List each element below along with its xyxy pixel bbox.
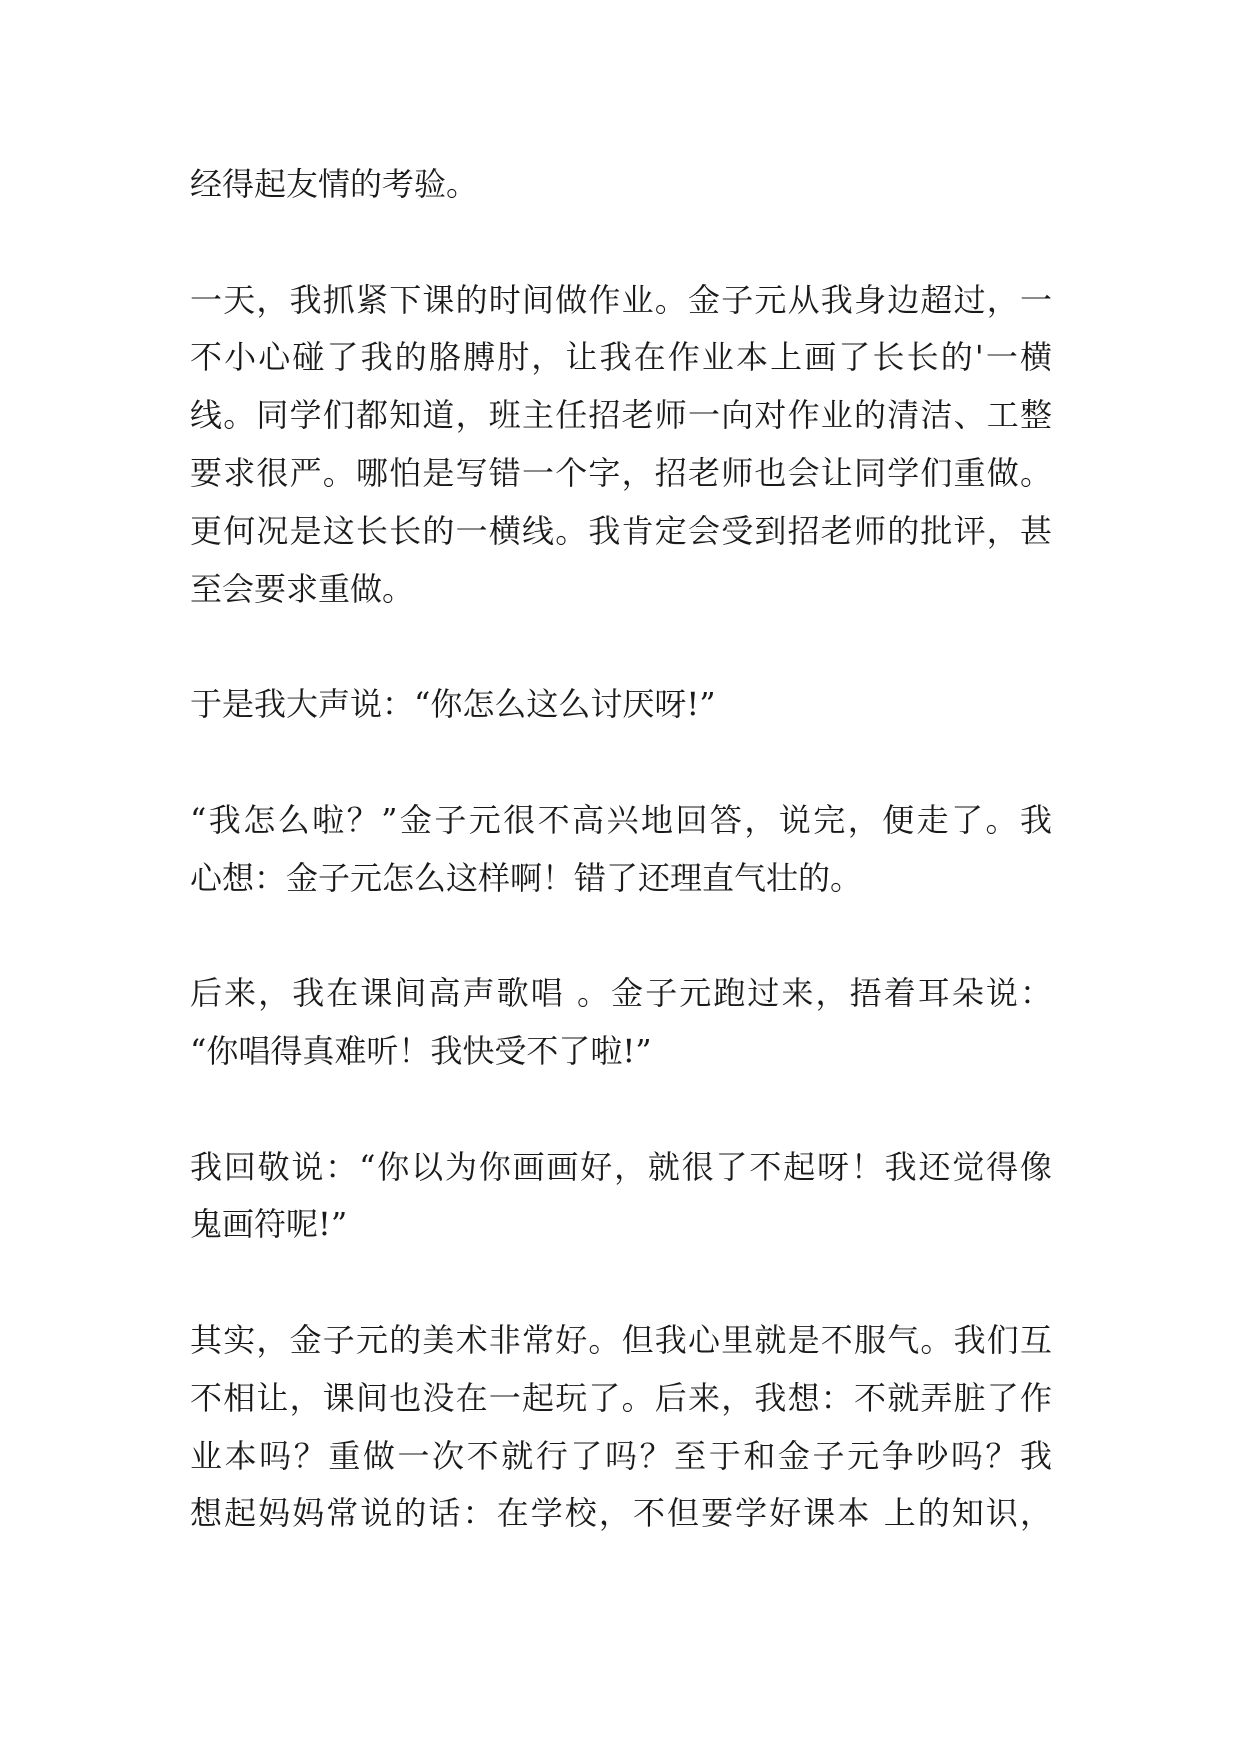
paragraph-gap	[190, 734, 1052, 792]
text-line: 业本吗？重做一次不就行了吗？至于和金子元争吵吗？我	[190, 1436, 1052, 1475]
paragraph-1	[190, 156, 1052, 214]
text-line: 鬼画符呢!”	[190, 1205, 348, 1244]
text-line: 更何况是这长长的一横线。我肯定会受到招老师的批评，甚	[190, 511, 1052, 550]
paragraph-7	[190, 1312, 1052, 1543]
document-body	[190, 156, 1052, 1543]
paragraph-2	[190, 272, 1052, 619]
paragraph-gap	[190, 1254, 1052, 1312]
text-line: 一天，我抓紧下课的时间做作业。金子元从我身边超过，一	[190, 280, 1052, 319]
paragraph-3	[190, 676, 1052, 734]
paragraph-gap	[190, 907, 1052, 965]
text-line: 后来，我在课间高声歌唱 。金子元跑过来，捂着耳朵说：	[190, 974, 1052, 1013]
paragraph-4	[190, 792, 1052, 908]
paragraph-5	[190, 965, 1052, 1081]
paragraph-gap	[190, 618, 1052, 676]
text-line: 其实，金子元的美术非常好。但我心里就是不服气。我们互	[190, 1320, 1052, 1359]
text-line: “我怎么啦？”金子元很不高兴地回答，说完，便走了。我	[190, 800, 1052, 839]
text-line: 我回敬说：“你以为你画画好，就很了不起呀！我还觉得像	[190, 1147, 1052, 1186]
paragraph-gap	[190, 1081, 1052, 1139]
paragraph-6	[190, 1139, 1052, 1255]
text-line: 线。同学们都知道，班主任招老师一向对作业的清洁、工整	[190, 396, 1052, 435]
text-line: 不相让，课间也没在一起玩了。后来，我想：不就弄脏了作	[190, 1378, 1052, 1417]
paragraph-gap	[190, 214, 1052, 272]
text-line: 于是我大声说：“你怎么这么讨厌呀!”	[190, 685, 716, 724]
text-line: 至会要求重做。	[190, 569, 415, 608]
text-line: 心想：金子元怎么这样啊！错了还理直气壮的。	[190, 858, 863, 897]
text-line: “你唱得真难听！我快受不了啦!”	[190, 1031, 652, 1070]
text-line: 要求很严。哪怕是写错一个字，招老师也会让同学们重做。	[190, 453, 1052, 492]
text-line: 想起妈妈常说的话：在学校，不但要学好课本 上的知识，	[190, 1494, 1052, 1533]
text-line: 不小心碰了我的胳膊肘，让我在作业本上画了长长的'一横	[190, 338, 1052, 377]
text-line: 经得起友情的考验。	[190, 165, 479, 203]
